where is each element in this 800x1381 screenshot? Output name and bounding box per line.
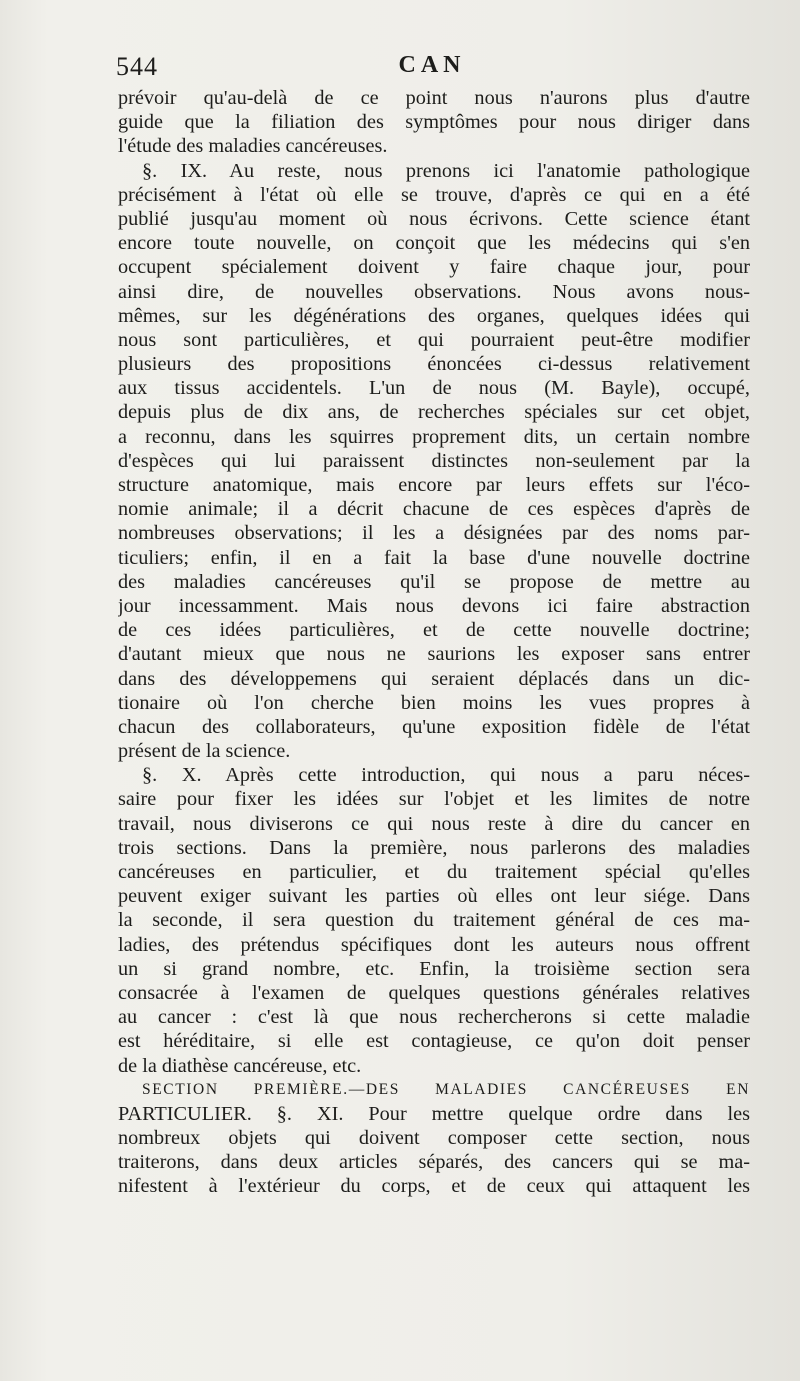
text-line: nombreuses observations; il les a désignées par des noms par-: [118, 522, 750, 545]
running-head: CAN: [398, 52, 466, 78]
text-line: l'étude des maladies cancéreuses.: [118, 135, 388, 158]
text-line: des maladies cancéreuses qu'il se propose de mettre au: [118, 570, 750, 593]
text-line: d'espèces qui lui paraissent distinctes non-seulement par la: [118, 449, 750, 472]
text-line: de la diathèse cancéreuse, etc.: [118, 1054, 362, 1077]
text-line: tionaire où l'on cherche bien moins les vues propres à: [118, 691, 750, 714]
text-line: consacrée à l'examen de quelques questions générales relatives: [118, 981, 750, 1004]
text-line: plusieurs des propositions énoncées ci-dessus relativement: [118, 353, 750, 376]
body-text: [118, 86, 750, 1199]
text-line: prévoir qu'au-delà de ce point nous n'aurons plus d'autre: [118, 87, 750, 109]
text-line: dans des développemens qui seraient déplacés dans un dic-: [118, 667, 750, 690]
text-line: guide que la filiation des symptômes pour nous diriger dans: [118, 111, 750, 134]
text-line: un si grand nombre, etc. Enfin, la troisième section sera: [118, 957, 750, 980]
text-line: de ces idées particulières, et de cette nouvelle doctrine;: [118, 619, 750, 642]
text-line: est héréditaire, si elle est contagieuse, ce qu'on doit penser: [118, 1030, 750, 1053]
text-line: jour incessamment. Mais nous devons ici faire abstraction: [118, 594, 750, 617]
text-line: mêmes, sur les dégénérations des organes, quelques idées qui: [118, 304, 750, 327]
text-line: précisément à l'état où elle se trouve, d'après ce qui en a été: [118, 183, 750, 206]
text-line: au cancer : c'est là que nous rechercherons si cette maladie: [118, 1006, 750, 1029]
text-line: occupent spécialement doivent y faire chaque jour, pour: [118, 256, 750, 279]
text-line: nombreux objets qui doivent composer cette section, nous: [118, 1127, 750, 1150]
text-line: §. X. Après cette introduction, qui nous a paru néces-: [142, 764, 750, 787]
text-line: trois sections. Dans la première, nous parlerons des maladies: [118, 836, 750, 859]
text-line: cancéreuses en particulier, et du traitement spécial qu'elles: [118, 861, 750, 883]
text-line: chacun des collaborateurs, qu'une exposition fidèle de l'état: [118, 715, 750, 738]
text-line: traiterons, dans deux articles séparés, des cancers qui se ma-: [118, 1151, 750, 1174]
text-line: structure anatomique, mais encore par leurs effets sur l'éco-: [118, 474, 750, 496]
text-line: encore toute nouvelle, on conçoit que les médecins qui s'en: [118, 232, 750, 255]
text-line: ladies, des prétendus spécifiques dont les auteurs nous offrent: [118, 933, 750, 956]
section-heading-line: SECTION PREMIÈRE.—DES MALADIES CANCÉREUSES EN: [142, 1080, 750, 1098]
text-line: ticuliers; enfin, il en a fait la base d'une nouvelle doctrine: [118, 546, 750, 569]
text-line: nomie animale; il a décrit chacune de ces espèces d'après de: [118, 498, 750, 521]
page-number: 544: [116, 52, 158, 81]
text-line: d'autant mieux que nous ne saurions les exposer sans entrer: [118, 643, 750, 666]
text-line: présent de la science.: [118, 740, 291, 763]
text-line: peuvent exiger suivant les parties où elles ont leur siége. Dans: [118, 885, 750, 908]
page-header: [116, 52, 748, 86]
text-line: PARTICULIER. §. XI. Pour mettre quelque ordre dans les: [118, 1102, 750, 1125]
text-line: publié jusqu'au moment où nous écrivons. Cette science étant: [118, 207, 750, 230]
text-line: depuis plus de dix ans, de recherches spéciales sur cet objet,: [118, 401, 750, 424]
text-line: aux tissus accidentels. L'un de nous (M. Bayle), occupé,: [118, 377, 750, 400]
text-line: la seconde, il sera question du traitement général de ces ma-: [118, 909, 750, 932]
text-line: travail, nous diviserons ce qui nous reste à dire du cancer en: [118, 812, 750, 835]
text-line: nifestent à l'extérieur du corps, et de ceux qui attaquent les: [118, 1175, 750, 1198]
text-line: §. IX. Au reste, nous prenons ici l'anatomie pathologique: [142, 159, 750, 182]
text-line: ainsi dire, de nouvelles observations. Nous avons nous-: [118, 280, 750, 303]
text-line: nous sont particulières, et qui pourraient peut-être modifier: [118, 328, 750, 351]
text-line: a reconnu, dans les squirres proprement dits, un certain nombre: [118, 425, 750, 448]
text-line: saire pour fixer les idées sur l'objet et les limites de notre: [118, 788, 750, 811]
